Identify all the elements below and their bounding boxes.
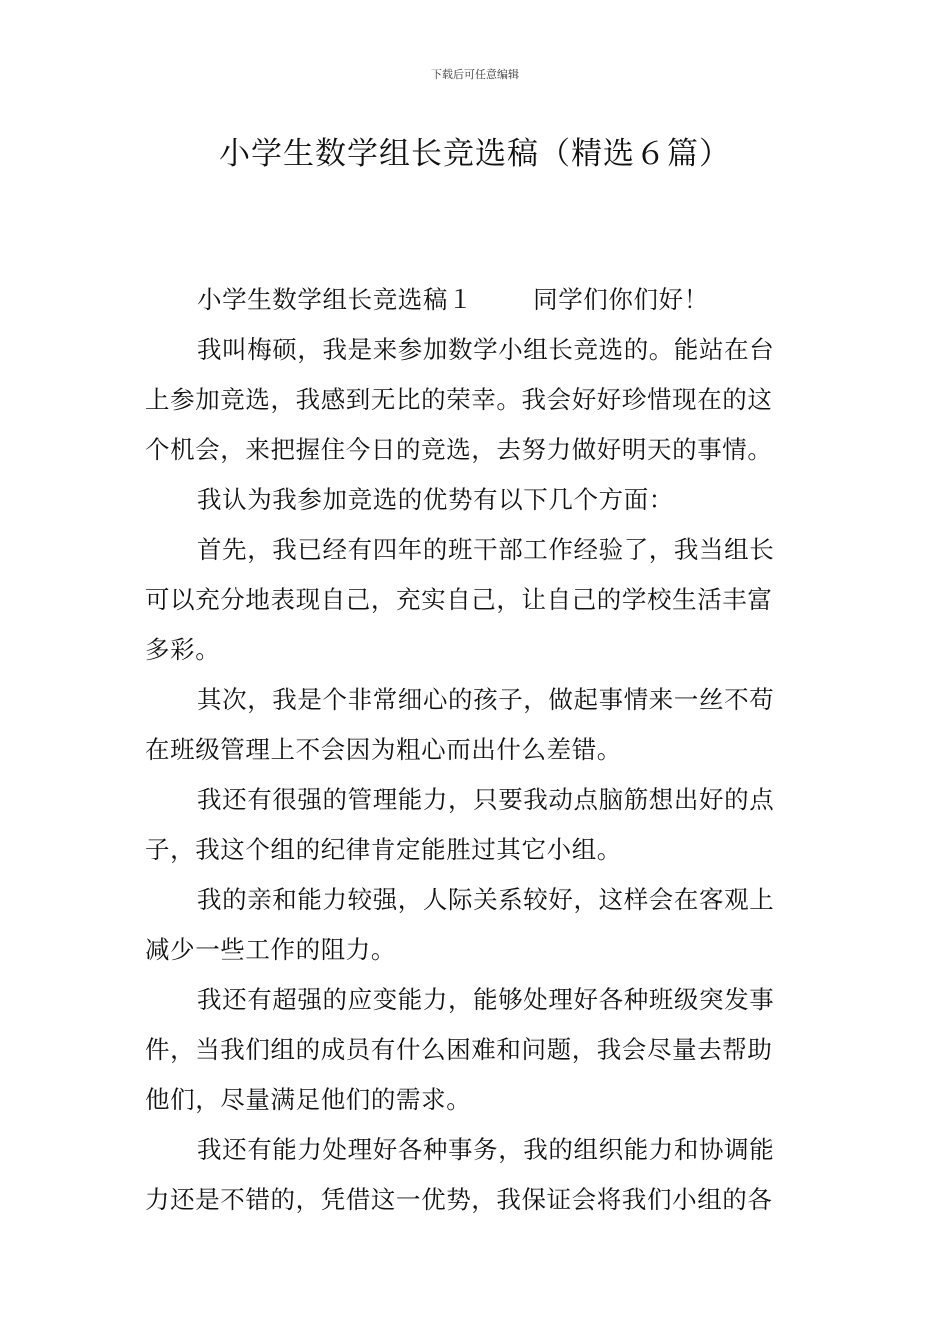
text-line: 我叫梅硕，我是来参加数学小组长竞选的。能站在台 — [197, 335, 775, 364]
text-line: 在班级管理上不会因为粗心而出什么差错。 — [145, 735, 622, 764]
document-title: 小学生数学组长竞选稿（精选６篇） — [219, 136, 731, 172]
text-line: 其次，我是个非常细心的孩子，做起事情来一丝不苟 — [197, 685, 775, 714]
first-line — [145, 275, 807, 325]
text-line: 我还有能力处理好各种事务，我的组织能力和协调能 — [197, 1135, 775, 1164]
text-line: 我还有超强的应变能力，能够处理好各种班级突发事 — [197, 985, 775, 1014]
text-line: 我认为我参加竞选的优势有以下几个方面： — [197, 485, 674, 514]
text-line: 个机会，来把握住今日的竞选，去努力做好明天的事情。 — [145, 435, 773, 464]
text-line: 我的亲和能力较强，人际关系较好，这样会在客观上 — [197, 885, 775, 914]
text-line: 可以充分地表现自己，充实自己，让自己的学校生活丰富 — [145, 585, 773, 614]
text-line: 子，我这个组的纪律肯定能胜过其它小组。 — [145, 835, 622, 864]
text-line: 首先，我已经有四年的班干部工作经验了，我当组长 — [197, 535, 775, 564]
text-line: 多彩。 — [145, 635, 221, 664]
section-heading: 小学生数学组长竞选稿１ — [197, 285, 474, 314]
text-line: 件，当我们组的成员有什么困难和问题，我会尽量去帮助 — [145, 1035, 773, 1064]
text-line: 他们，尽量满足他们的需求。 — [145, 1085, 472, 1114]
header-note: 下载后可任意编辑 — [431, 68, 519, 81]
text-line: 上参加竞选，我感到无比的荣幸。我会好好珍惜现在的这 — [145, 385, 773, 414]
text-line: 减少一些工作的阻力。 — [145, 935, 396, 964]
document-body — [145, 275, 807, 1225]
greeting: 同学们你们好！ — [533, 285, 709, 314]
paragraph-lines — [145, 325, 807, 1225]
text-line: 我还有很强的管理能力，只要我动点脑筋想出好的点 — [197, 785, 775, 814]
text-line: 力还是不错的，凭借这一优势，我保证会将我们小组的各 — [145, 1185, 773, 1214]
